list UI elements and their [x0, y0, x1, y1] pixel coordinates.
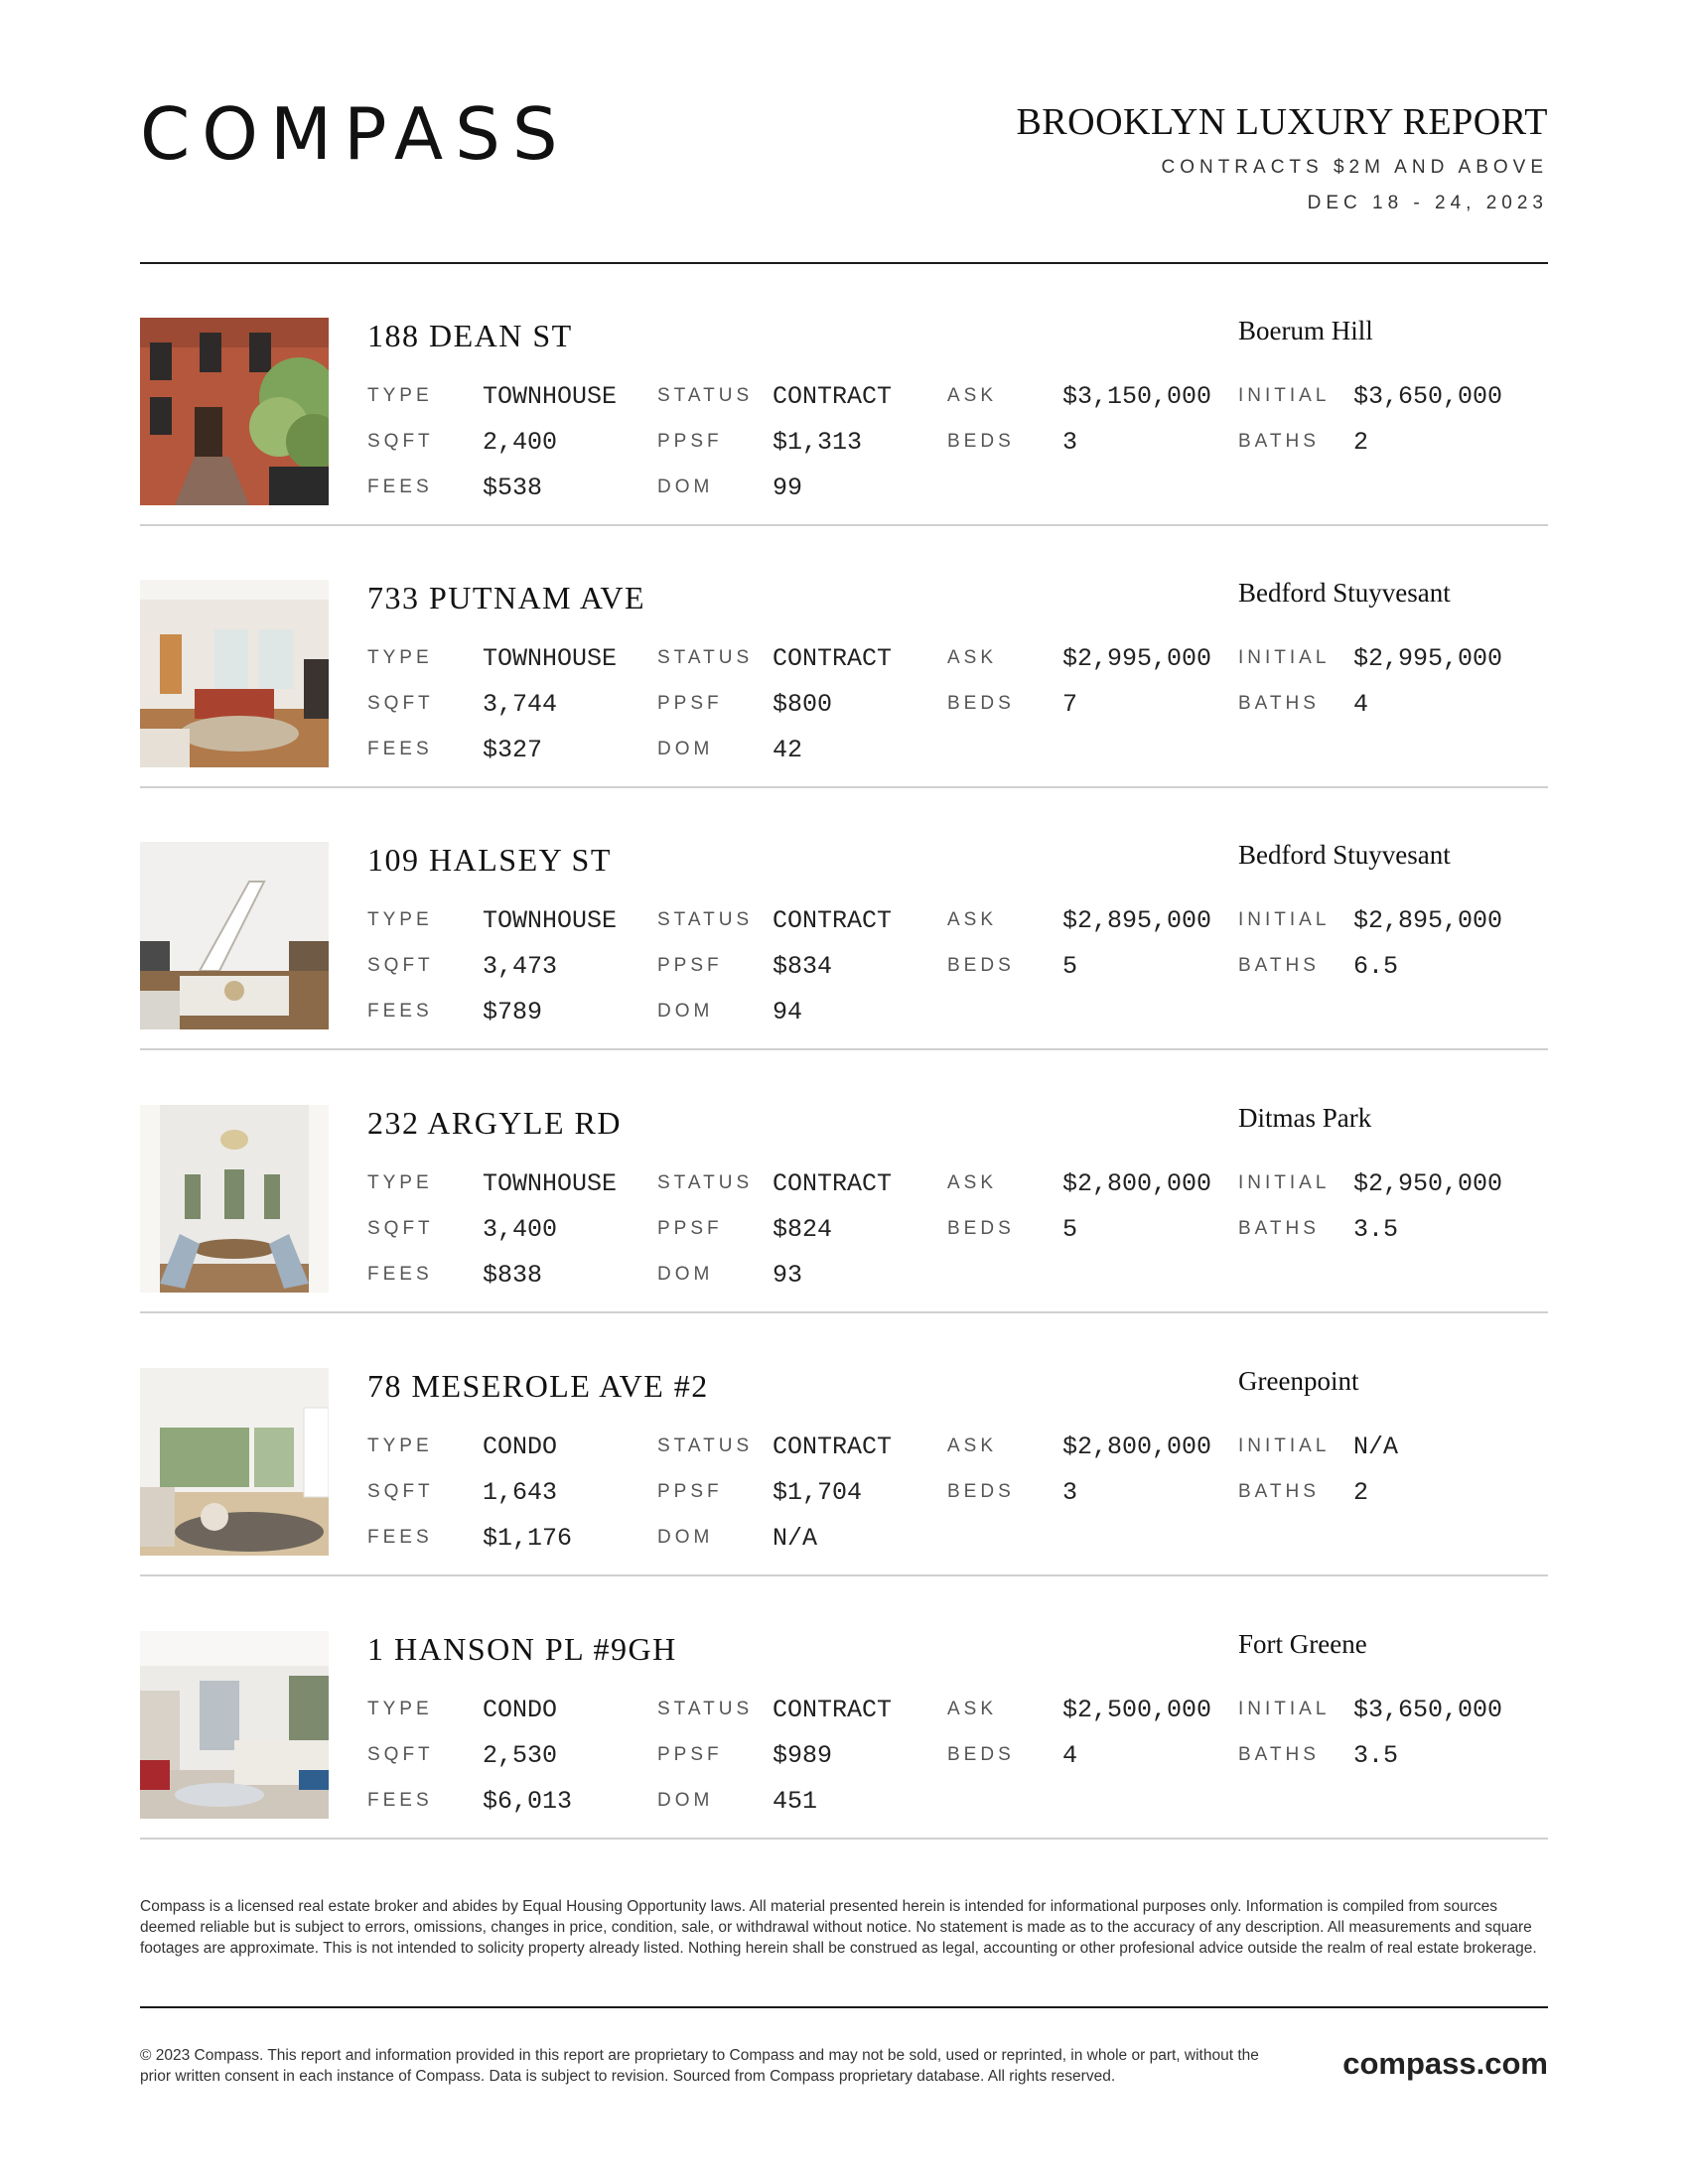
baths-value: 6.5	[1353, 952, 1399, 981]
beds-value: 3	[1062, 1478, 1078, 1507]
status-value: CONTRACT	[773, 1696, 893, 1724]
initial-value: $2,895,000	[1353, 906, 1503, 935]
dom-value: 42	[773, 736, 803, 764]
dom-label: DOM	[657, 1264, 714, 1285]
initial-label: INITIAL	[1238, 909, 1331, 930]
baths-value: 2	[1353, 428, 1369, 457]
baths-label: BATHS	[1238, 955, 1320, 976]
ppsf-label: PPSF	[657, 1481, 723, 1502]
ppsf-value: $834	[773, 952, 833, 981]
status-label: STATUS	[657, 1699, 754, 1719]
listing-address: 78 MESEROLE AVE #2	[367, 1368, 709, 1404]
ppsf-label: PPSF	[657, 431, 723, 452]
ask-label: ASK	[947, 647, 998, 668]
sqft-label: SQFT	[367, 693, 434, 714]
fees-value: $538	[483, 474, 543, 502]
fees-value: $6,013	[483, 1787, 573, 1816]
sqft-value: 1,643	[483, 1478, 558, 1507]
legal-disclaimer: Compass is a licensed real estate broker and abides by Equal Housing Opportunity laws. All material presented herein is intended for informational purposes only. Information is compiled from sources deemed reliable but is subject to errors, omissions, changes in price, condition, sale, or withdrawal without notice. No statement is made as to the accuracy of any description. All measurements and square footages are approximate. This is not intended to solicity property already listed. Nothing herein shall be construed as legal, accounting or other profesional advice outside the realm of real estate brokerage.	[140, 1898, 1537, 1957]
initial-value: $2,995,000	[1353, 644, 1503, 673]
ppsf-value: $824	[773, 1215, 833, 1244]
sqft-value: 2,530	[483, 1741, 558, 1770]
dom-label: DOM	[657, 1001, 714, 1022]
listing-card	[140, 1577, 1548, 1840]
ask-label: ASK	[947, 1435, 998, 1456]
website-link[interactable]: compass.com	[1342, 2046, 1548, 2081]
dom-label: DOM	[657, 477, 714, 497]
listing-neighborhood: Bedford Stuyvesant	[1238, 840, 1451, 870]
listing-neighborhood: Boerum Hill	[1238, 316, 1373, 345]
beds-label: BEDS	[947, 693, 1015, 714]
compass-logo	[140, 92, 597, 176]
dom-value: 99	[773, 474, 803, 502]
sqft-value: 3,473	[483, 952, 558, 981]
listing-neighborhood: Fort Greene	[1238, 1629, 1367, 1659]
copyright-notice: © 2023 Compass. This report and information provided in this report are proprietary to Compass and may not be sold, used or reprinted, in whole or part, without the prior written consent in each instance of Compass. Data is subject to revision. Sourced from Compass proprietary database. All rights reserved.	[140, 2047, 1259, 2085]
ppsf-label: PPSF	[657, 693, 723, 714]
fees-label: FEES	[367, 477, 433, 497]
beds-label: BEDS	[947, 1481, 1015, 1502]
initial-label: INITIAL	[1238, 1172, 1331, 1193]
dom-label: DOM	[657, 1527, 714, 1548]
beds-label: BEDS	[947, 431, 1015, 452]
ask-value: $2,800,000	[1062, 1433, 1212, 1461]
type-label: TYPE	[367, 909, 433, 930]
listing-divider	[140, 1048, 1548, 1050]
beds-label: BEDS	[947, 1218, 1015, 1239]
fees-value: $327	[483, 736, 543, 764]
baths-label: BATHS	[1238, 1218, 1320, 1239]
listing-address: 733 PUTNAM AVE	[367, 580, 645, 615]
beds-value: 4	[1062, 1741, 1078, 1770]
sqft-label: SQFT	[367, 1218, 434, 1239]
type-label: TYPE	[367, 1435, 433, 1456]
listing-address: 1 HANSON PL #9GH	[367, 1631, 677, 1667]
beds-label: BEDS	[947, 955, 1015, 976]
ask-value: $2,500,000	[1062, 1696, 1212, 1724]
fees-value: $1,176	[483, 1524, 573, 1553]
listing-card	[140, 264, 1548, 526]
status-label: STATUS	[657, 647, 754, 668]
type-label: TYPE	[367, 1172, 433, 1193]
status-value: CONTRACT	[773, 382, 893, 411]
initial-label: INITIAL	[1238, 647, 1331, 668]
dom-value: 451	[773, 1787, 818, 1816]
property-photo	[140, 580, 329, 767]
type-label: TYPE	[367, 647, 433, 668]
report-date: DEC 18 - 24, 2023	[1307, 193, 1548, 213]
dom-value: 94	[773, 998, 803, 1026]
sqft-label: SQFT	[367, 431, 434, 452]
ask-label: ASK	[947, 909, 998, 930]
report-subtitle: CONTRACTS $2M AND ABOVE	[1161, 157, 1548, 178]
baths-label: BATHS	[1238, 693, 1320, 714]
fees-label: FEES	[367, 1527, 433, 1548]
sqft-value: 3,744	[483, 690, 558, 719]
dom-label: DOM	[657, 739, 714, 759]
type-label: TYPE	[367, 385, 433, 406]
status-label: STATUS	[657, 1435, 754, 1456]
fees-value: $838	[483, 1261, 543, 1290]
sqft-label: SQFT	[367, 1744, 434, 1765]
ask-label: ASK	[947, 385, 998, 406]
ask-value: $2,800,000	[1062, 1169, 1212, 1198]
listing-divider	[140, 1311, 1548, 1313]
sqft-label: SQFT	[367, 1481, 434, 1502]
baths-label: BATHS	[1238, 1744, 1320, 1765]
sqft-label: SQFT	[367, 955, 434, 976]
ppsf-label: PPSF	[657, 1218, 723, 1239]
baths-value: 3.5	[1353, 1741, 1399, 1770]
ask-label: ASK	[947, 1699, 998, 1719]
status-label: STATUS	[657, 385, 754, 406]
fees-label: FEES	[367, 1001, 433, 1022]
status-value: CONTRACT	[773, 906, 893, 935]
type-value: TOWNHOUSE	[483, 1169, 618, 1198]
type-value: TOWNHOUSE	[483, 382, 618, 411]
type-value: TOWNHOUSE	[483, 644, 618, 673]
type-label: TYPE	[367, 1699, 433, 1719]
ppsf-label: PPSF	[657, 1744, 723, 1765]
logo-text: COMPASS	[140, 92, 570, 176]
baths-value: 4	[1353, 690, 1369, 719]
type-value: TOWNHOUSE	[483, 906, 618, 935]
ppsf-label: PPSF	[657, 955, 723, 976]
ppsf-value: $1,313	[773, 428, 863, 457]
status-label: STATUS	[657, 909, 754, 930]
listing-neighborhood: Bedford Stuyvesant	[1238, 578, 1451, 608]
listing-card	[140, 1051, 1548, 1313]
footer-rule	[140, 2006, 1548, 2008]
listing-divider	[140, 1838, 1548, 1840]
initial-value: N/A	[1353, 1433, 1399, 1461]
listing-address: 232 ARGYLE RD	[367, 1105, 622, 1141]
initial-label: INITIAL	[1238, 1435, 1331, 1456]
status-label: STATUS	[657, 1172, 754, 1193]
baths-label: BATHS	[1238, 1481, 1320, 1502]
listing-card	[140, 526, 1548, 788]
fees-label: FEES	[367, 1264, 433, 1285]
status-value: CONTRACT	[773, 644, 893, 673]
baths-value: 3.5	[1353, 1215, 1399, 1244]
listing-neighborhood: Ditmas Park	[1238, 1103, 1372, 1133]
dom-value: N/A	[773, 1524, 818, 1553]
listing-divider	[140, 1574, 1548, 1576]
type-value: CONDO	[483, 1696, 558, 1724]
ppsf-value: $800	[773, 690, 833, 719]
type-value: CONDO	[483, 1433, 558, 1461]
ask-label: ASK	[947, 1172, 998, 1193]
ppsf-value: $1,704	[773, 1478, 863, 1507]
ppsf-value: $989	[773, 1741, 833, 1770]
sqft-value: 2,400	[483, 428, 558, 457]
beds-value: 7	[1062, 690, 1078, 719]
fees-label: FEES	[367, 739, 433, 759]
initial-value: $2,950,000	[1353, 1169, 1503, 1198]
ask-value: $2,995,000	[1062, 644, 1212, 673]
status-value: CONTRACT	[773, 1433, 893, 1461]
sqft-value: 3,400	[483, 1215, 558, 1244]
property-photo	[140, 842, 329, 1029]
initial-value: $3,650,000	[1353, 1696, 1503, 1724]
listing-card	[140, 788, 1548, 1050]
initial-value: $3,650,000	[1353, 382, 1503, 411]
status-value: CONTRACT	[773, 1169, 893, 1198]
beds-value: 5	[1062, 952, 1078, 981]
baths-value: 2	[1353, 1478, 1369, 1507]
ask-value: $3,150,000	[1062, 382, 1212, 411]
dom-value: 93	[773, 1261, 803, 1290]
property-photo	[140, 1631, 329, 1819]
beds-value: 3	[1062, 428, 1078, 457]
beds-label: BEDS	[947, 1744, 1015, 1765]
ask-value: $2,895,000	[1062, 906, 1212, 935]
property-photo	[140, 1105, 329, 1293]
property-photo	[140, 1368, 329, 1556]
fees-label: FEES	[367, 1790, 433, 1811]
report-title: BROOKLYN LUXURY REPORT	[1016, 101, 1548, 143]
property-photo	[140, 318, 329, 505]
initial-label: INITIAL	[1238, 1699, 1331, 1719]
baths-label: BATHS	[1238, 431, 1320, 452]
report-header	[1016, 99, 1548, 214]
initial-label: INITIAL	[1238, 385, 1331, 406]
fees-value: $789	[483, 998, 543, 1026]
listing-card	[140, 1314, 1548, 1576]
beds-value: 5	[1062, 1215, 1078, 1244]
listing-address: 109 HALSEY ST	[367, 842, 612, 878]
dom-label: DOM	[657, 1790, 714, 1811]
listing-address: 188 DEAN ST	[367, 318, 573, 353]
report-page	[140, 0, 1548, 2184]
listing-neighborhood: Greenpoint	[1238, 1366, 1359, 1396]
